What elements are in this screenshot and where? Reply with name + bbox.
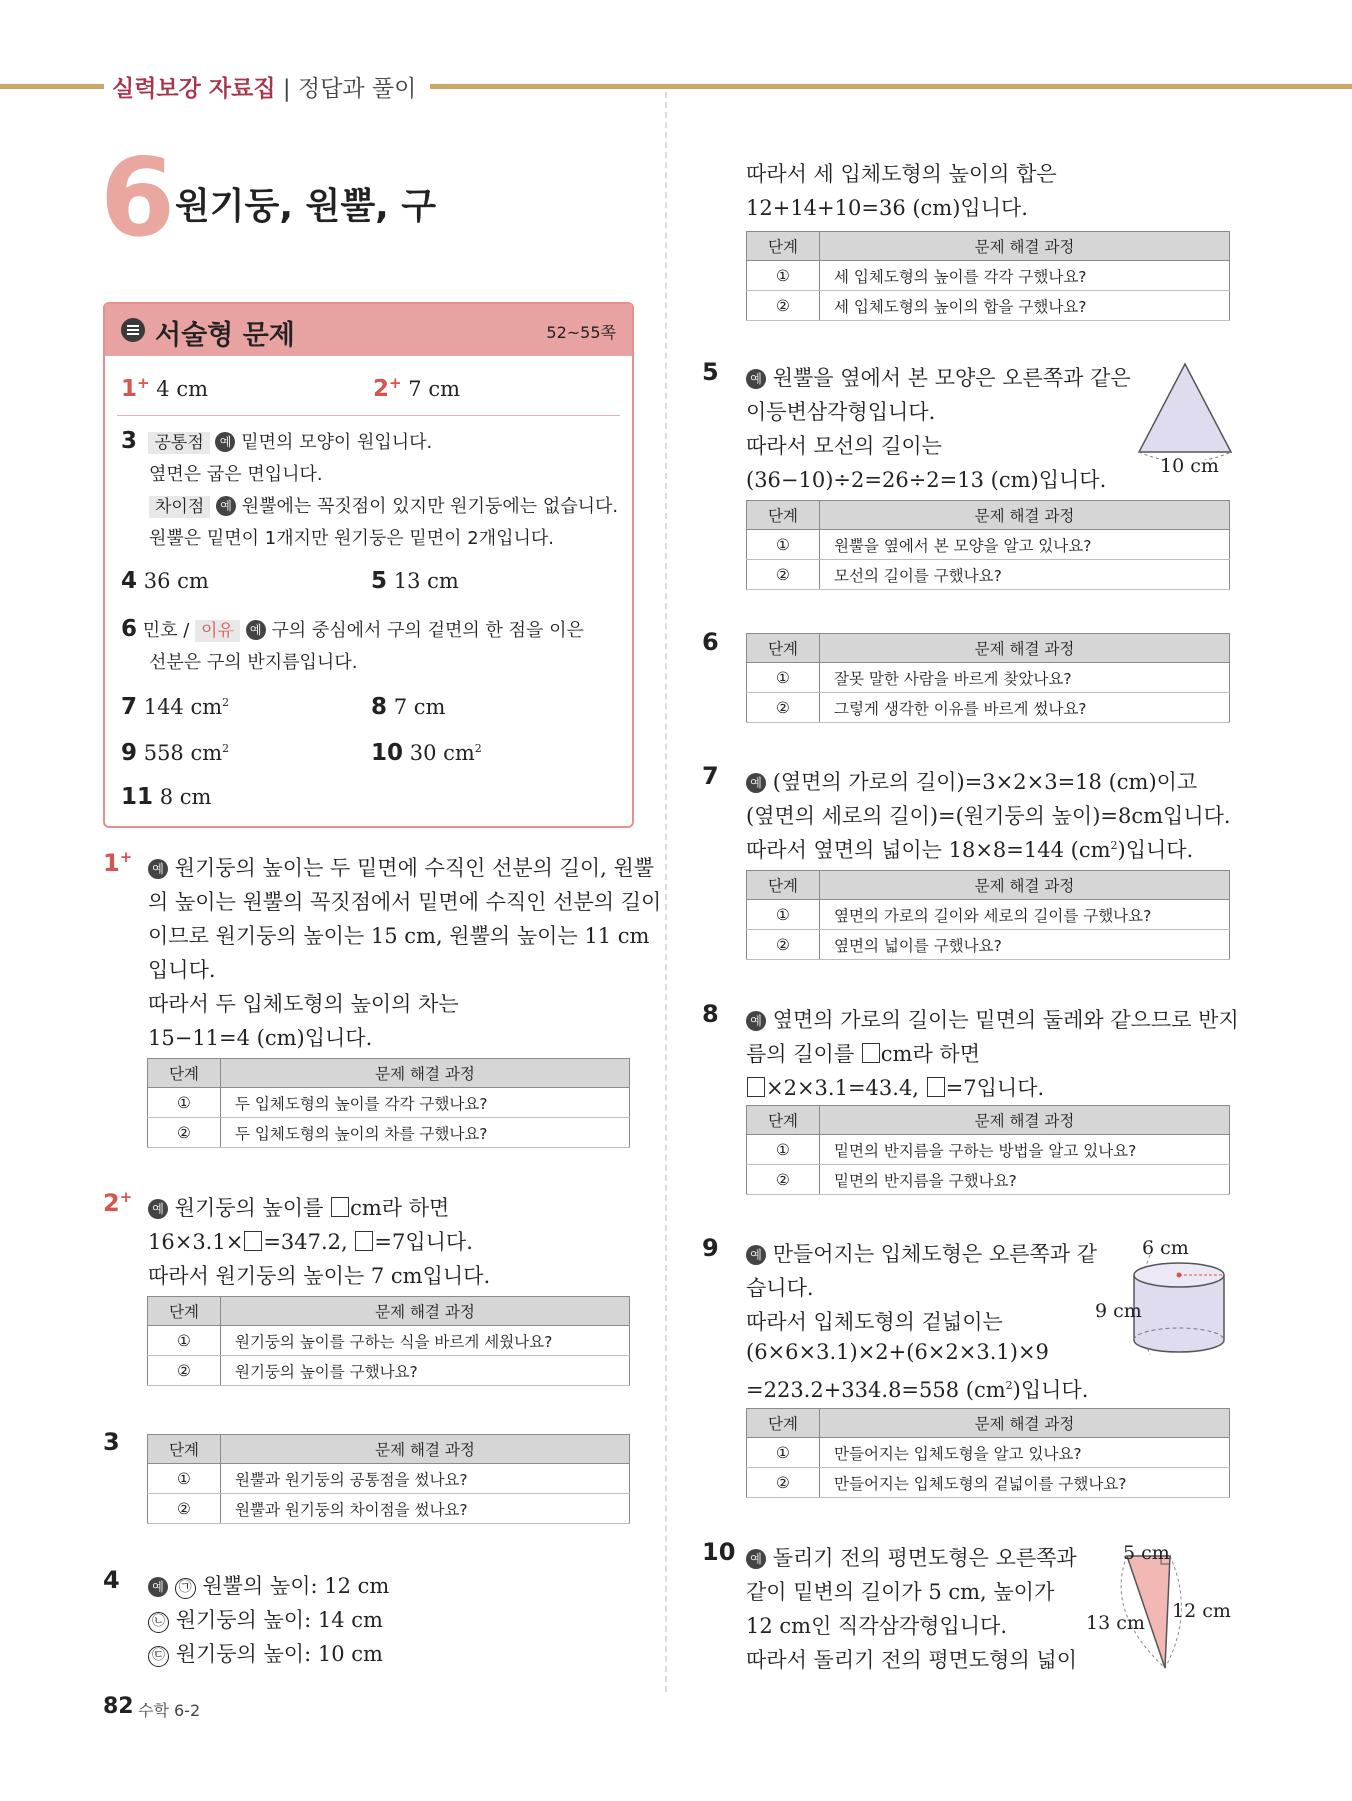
- answer-5: 5 13 cm: [371, 568, 459, 594]
- triangle-height-label: 12 cm: [1172, 1600, 1231, 1622]
- score-table-2: 단계 문제 해결 과정 ① 원기둥의 높이를 구하는 식을 바르게 세웠나요? ② 원기둥의 높이를 구했나요?: [147, 1296, 630, 1386]
- score-table-6: 단계 문제 해결 과정 ① 잘못 말한 사람을 바르게 찾았나요? ② 그렇게 생각한 이유를 바르게 썼나요?: [746, 633, 1230, 723]
- header-rule-left: [0, 84, 104, 89]
- answer-6-line-2: 선분은 구의 반지름입니다.: [149, 652, 358, 673]
- tag-difference: 차이점: [149, 496, 210, 518]
- header-title-main: 실력보강 자료집: [112, 76, 276, 102]
- problem-4-line-1: 예 ㉠ 원뿔의 높이: 12 cm: [148, 1570, 389, 1600]
- problem-1-line-1: 예 원기둥의 높이는 두 밑면에 수직인 선분의 길이, 원뿔: [148, 852, 654, 882]
- list-icon: [121, 318, 145, 342]
- tag-reason: 이유: [195, 620, 240, 642]
- problem-2-number: 2+: [103, 1188, 133, 1217]
- tag-common: 공통점: [148, 432, 209, 454]
- problem-7-line-1: 예 (옆면의 가로의 길이)=3×2×3=18 (cm)이고: [746, 766, 1197, 796]
- column-divider: [665, 92, 667, 1692]
- header-rule-right: [430, 84, 1352, 89]
- triangle-top-label: 5 cm: [1123, 1542, 1170, 1564]
- answer-1: 1+ 4 cm: [121, 374, 208, 402]
- problem-6-number: 6: [702, 628, 719, 656]
- triangle-base-label: 10 cm: [1160, 455, 1219, 477]
- problem-8-line-2: 름의 길이를 cm라 하면: [746, 1042, 981, 1066]
- problem-5-number: 5: [702, 358, 719, 386]
- problem-7-number: 7: [702, 762, 719, 790]
- answer-4: 4 36 cm: [121, 568, 209, 594]
- problem-8-number: 8: [702, 1000, 719, 1028]
- problem-10-line-4: 따라서 돌리기 전의 평면도형의 넓이: [746, 1648, 1077, 1672]
- score-table-1: 단계 문제 해결 과정 ① 두 입체도형의 높이를 각각 구했나요? ② 두 입체도형의 높이의 차를 구했나요?: [147, 1058, 630, 1148]
- problem-1-line-2: 의 높이는 원뿔의 꼭짓점에서 밑면에 수직인 선분의 길이: [148, 890, 662, 914]
- problem-1-line-3: 이므로 원기둥의 높이는 15 cm, 원뿔의 높이는 11 cm: [148, 924, 650, 948]
- problem-1-number: 1+: [103, 848, 133, 877]
- problem-8-line-1: 예 옆면의 가로의 길이는 밑면의 둘레와 같으므로 반지: [746, 1004, 1239, 1034]
- answer-11: 11 8 cm: [121, 784, 212, 810]
- example-mark: 예: [148, 859, 168, 879]
- answer-2: 2+ 7 cm: [373, 374, 460, 402]
- isosceles-triangle-figure: [1135, 360, 1235, 460]
- example-mark: 예: [216, 496, 236, 516]
- problem-9-line-5: =223.2+334.8=558 $(cm^2)$입니다.: [746, 1378, 1089, 1402]
- chapter-title: 원기둥, 원뿔, 구: [175, 186, 437, 227]
- blank-box: [355, 1231, 373, 1251]
- problem-2-line-1: 예 원기둥의 높이를 cm라 하면: [148, 1192, 449, 1222]
- problem-5-line-1: 예 원뿔을 옆에서 본 모양은 오른쪽과 같은: [746, 362, 1131, 392]
- answer-3-line-2: 옆면은 굽은 면입니다.: [149, 464, 323, 485]
- answer-3-line-1: 3 공통점 예 밑면의 모양이 원입니다.: [121, 428, 433, 454]
- score-table-7: 단계 문제 해결 과정 ① 옆면의 가로의 길이와 세로의 길이를 구했나요? ② 옆면의 넓이를 구했나요?: [746, 870, 1230, 960]
- answer-8: 8 7 cm: [371, 694, 446, 720]
- problem-4-number: 4: [103, 1566, 120, 1594]
- problem-4-line-2: ㉡ 원기둥의 높이: 14 cm: [148, 1604, 383, 1634]
- chapter-number: 6: [100, 136, 176, 261]
- example-mark: 예: [746, 1549, 766, 1569]
- problem-9-line-4: (6×6×3.1)×2+(6×2×3.1)×9: [746, 1340, 1049, 1364]
- score-table-5: 단계 문제 해결 과정 ① 원뿔을 옆에서 본 모양을 알고 있나요? ② 모선의 길이를 구했나요?: [746, 500, 1230, 590]
- problem-7-line-3: 따라서 옆면의 넓이는 18×8=144 $(cm^2)$입니다.: [746, 838, 1194, 862]
- problem-5-line-3: 따라서 모선의 길이는: [746, 434, 942, 458]
- answer-10: 10 30 $cm^2$: [371, 740, 482, 766]
- answer-9: 9 558 $cm^2$: [121, 740, 230, 766]
- answer-3-line-4: 원뿔은 밑면이 1개지만 원기둥은 밑면이 2개입니다.: [149, 528, 554, 549]
- problem-4-line-3: ㉢ 원기둥의 높이: 10 cm: [148, 1638, 383, 1668]
- answer-box: [103, 302, 634, 828]
- example-mark: 예: [746, 369, 766, 389]
- answer-3-line-3: 차이점 예 원뿔에는 꼭짓점이 있지만 원기둥에는 없습니다.: [149, 492, 618, 518]
- header-divider: |: [282, 76, 291, 102]
- cylinder-radius-label: 6 cm: [1142, 1237, 1189, 1259]
- cylinder-height-label: 9 cm: [1095, 1300, 1142, 1322]
- example-mark: 예: [148, 1199, 168, 1219]
- answer-6-line-1: 6 민호 / 이유 예 구의 중심에서 구의 겉면의 한 점을 이은: [121, 616, 584, 642]
- problem-7-line-2: (옆면의 세로의 길이)=(원기둥의 높이)=8cm입니다.: [746, 804, 1231, 828]
- answer-box-separator: [117, 415, 620, 416]
- header-title: [112, 70, 416, 103]
- score-table-8: 단계 문제 해결 과정 ① 밑면의 반지름을 구하는 방법을 알고 있나요? ② 밑면의 반지름을 구했나요?: [746, 1105, 1230, 1195]
- score-table-9: 단계 문제 해결 과정 ① 만들어지는 입체도형을 알고 있나요? ② 만들어지는 입체도형의 겉넓이를 구했나요?: [746, 1408, 1230, 1498]
- problem-4-cont-line-2: 12+14+10=36 (cm)입니다.: [746, 196, 1028, 220]
- score-table-3: 단계 문제 해결 과정 ① 원뿔과 원기둥의 공통점을 썼나요? ② 원뿔과 원기둥의 차이점을 썼나요?: [147, 1434, 630, 1524]
- problem-9-line-3: 따라서 입체도형의 겉넓이는: [746, 1310, 1003, 1334]
- problem-3-number: 3: [103, 1428, 120, 1456]
- problem-2-line-2: 16×3.1× =347.2, =7입니다.: [148, 1230, 473, 1254]
- problem-1-line-6: 15−11=4 (cm)입니다.: [148, 1026, 373, 1050]
- problem-10-line-2: 같이 밑변의 길이가 5 cm, 높이가: [746, 1580, 1055, 1604]
- answer-7: 7 144 $cm^2$: [121, 694, 230, 720]
- problem-2-line-3: 따라서 원기둥의 높이는 7 cm입니다.: [148, 1264, 491, 1288]
- problem-5-line-4: (36−10)÷2=26÷2=13 (cm)입니다.: [746, 468, 1107, 492]
- blank-box: [862, 1043, 880, 1063]
- problem-4-cont-line-1: 따라서 세 입체도형의 높이의 합은: [746, 162, 1057, 186]
- triangle-hypotenuse-label: 13 cm: [1086, 1612, 1145, 1634]
- problem-10-number: 10: [702, 1538, 736, 1566]
- problem-9-line-2: 습니다.: [746, 1276, 814, 1300]
- problem-9-line-1: 예 만들어지는 입체도형은 오른쪽과 같: [746, 1238, 1097, 1268]
- blank-box: [747, 1077, 765, 1097]
- example-mark: 예: [746, 1011, 766, 1031]
- header-title-sub: 정답과 풀이: [297, 76, 417, 102]
- example-mark: 예: [746, 773, 766, 793]
- blank-box: [927, 1077, 945, 1097]
- book-name: 수학 6-2: [138, 1701, 201, 1720]
- example-mark: 예: [246, 620, 266, 640]
- answer-box-header: [105, 304, 632, 356]
- blank-box: [244, 1231, 262, 1251]
- problem-8-line-3: ×2×3.1=43.4, =7입니다.: [746, 1072, 1044, 1102]
- problem-5-line-2: 이등변삼각형입니다.: [746, 400, 936, 424]
- page-number: 82: [103, 1694, 134, 1719]
- problem-10-line-1: 예 돌리기 전의 평면도형은 오른쪽과: [746, 1542, 1077, 1572]
- answer-box-title: 서술형 문제: [155, 320, 295, 351]
- problem-1-line-5: 따라서 두 입체도형의 높이의 차는: [148, 992, 459, 1016]
- example-mark: 예: [148, 1577, 168, 1597]
- problem-9-number: 9: [702, 1234, 719, 1262]
- example-mark: 예: [215, 432, 235, 452]
- problem-1-line-4: 입니다.: [148, 958, 216, 982]
- blank-box: [331, 1197, 349, 1217]
- answer-box-pages: 52~55쪽: [546, 323, 616, 342]
- score-table-4: 단계 문제 해결 과정 ① 세 입체도형의 높이를 각각 구했나요? ② 세 입체도형의 높이의 합을 구했나요?: [746, 231, 1230, 321]
- example-mark: 예: [746, 1245, 766, 1265]
- problem-10-line-3: 12 cm인 직각삼각형입니다.: [746, 1614, 1007, 1638]
